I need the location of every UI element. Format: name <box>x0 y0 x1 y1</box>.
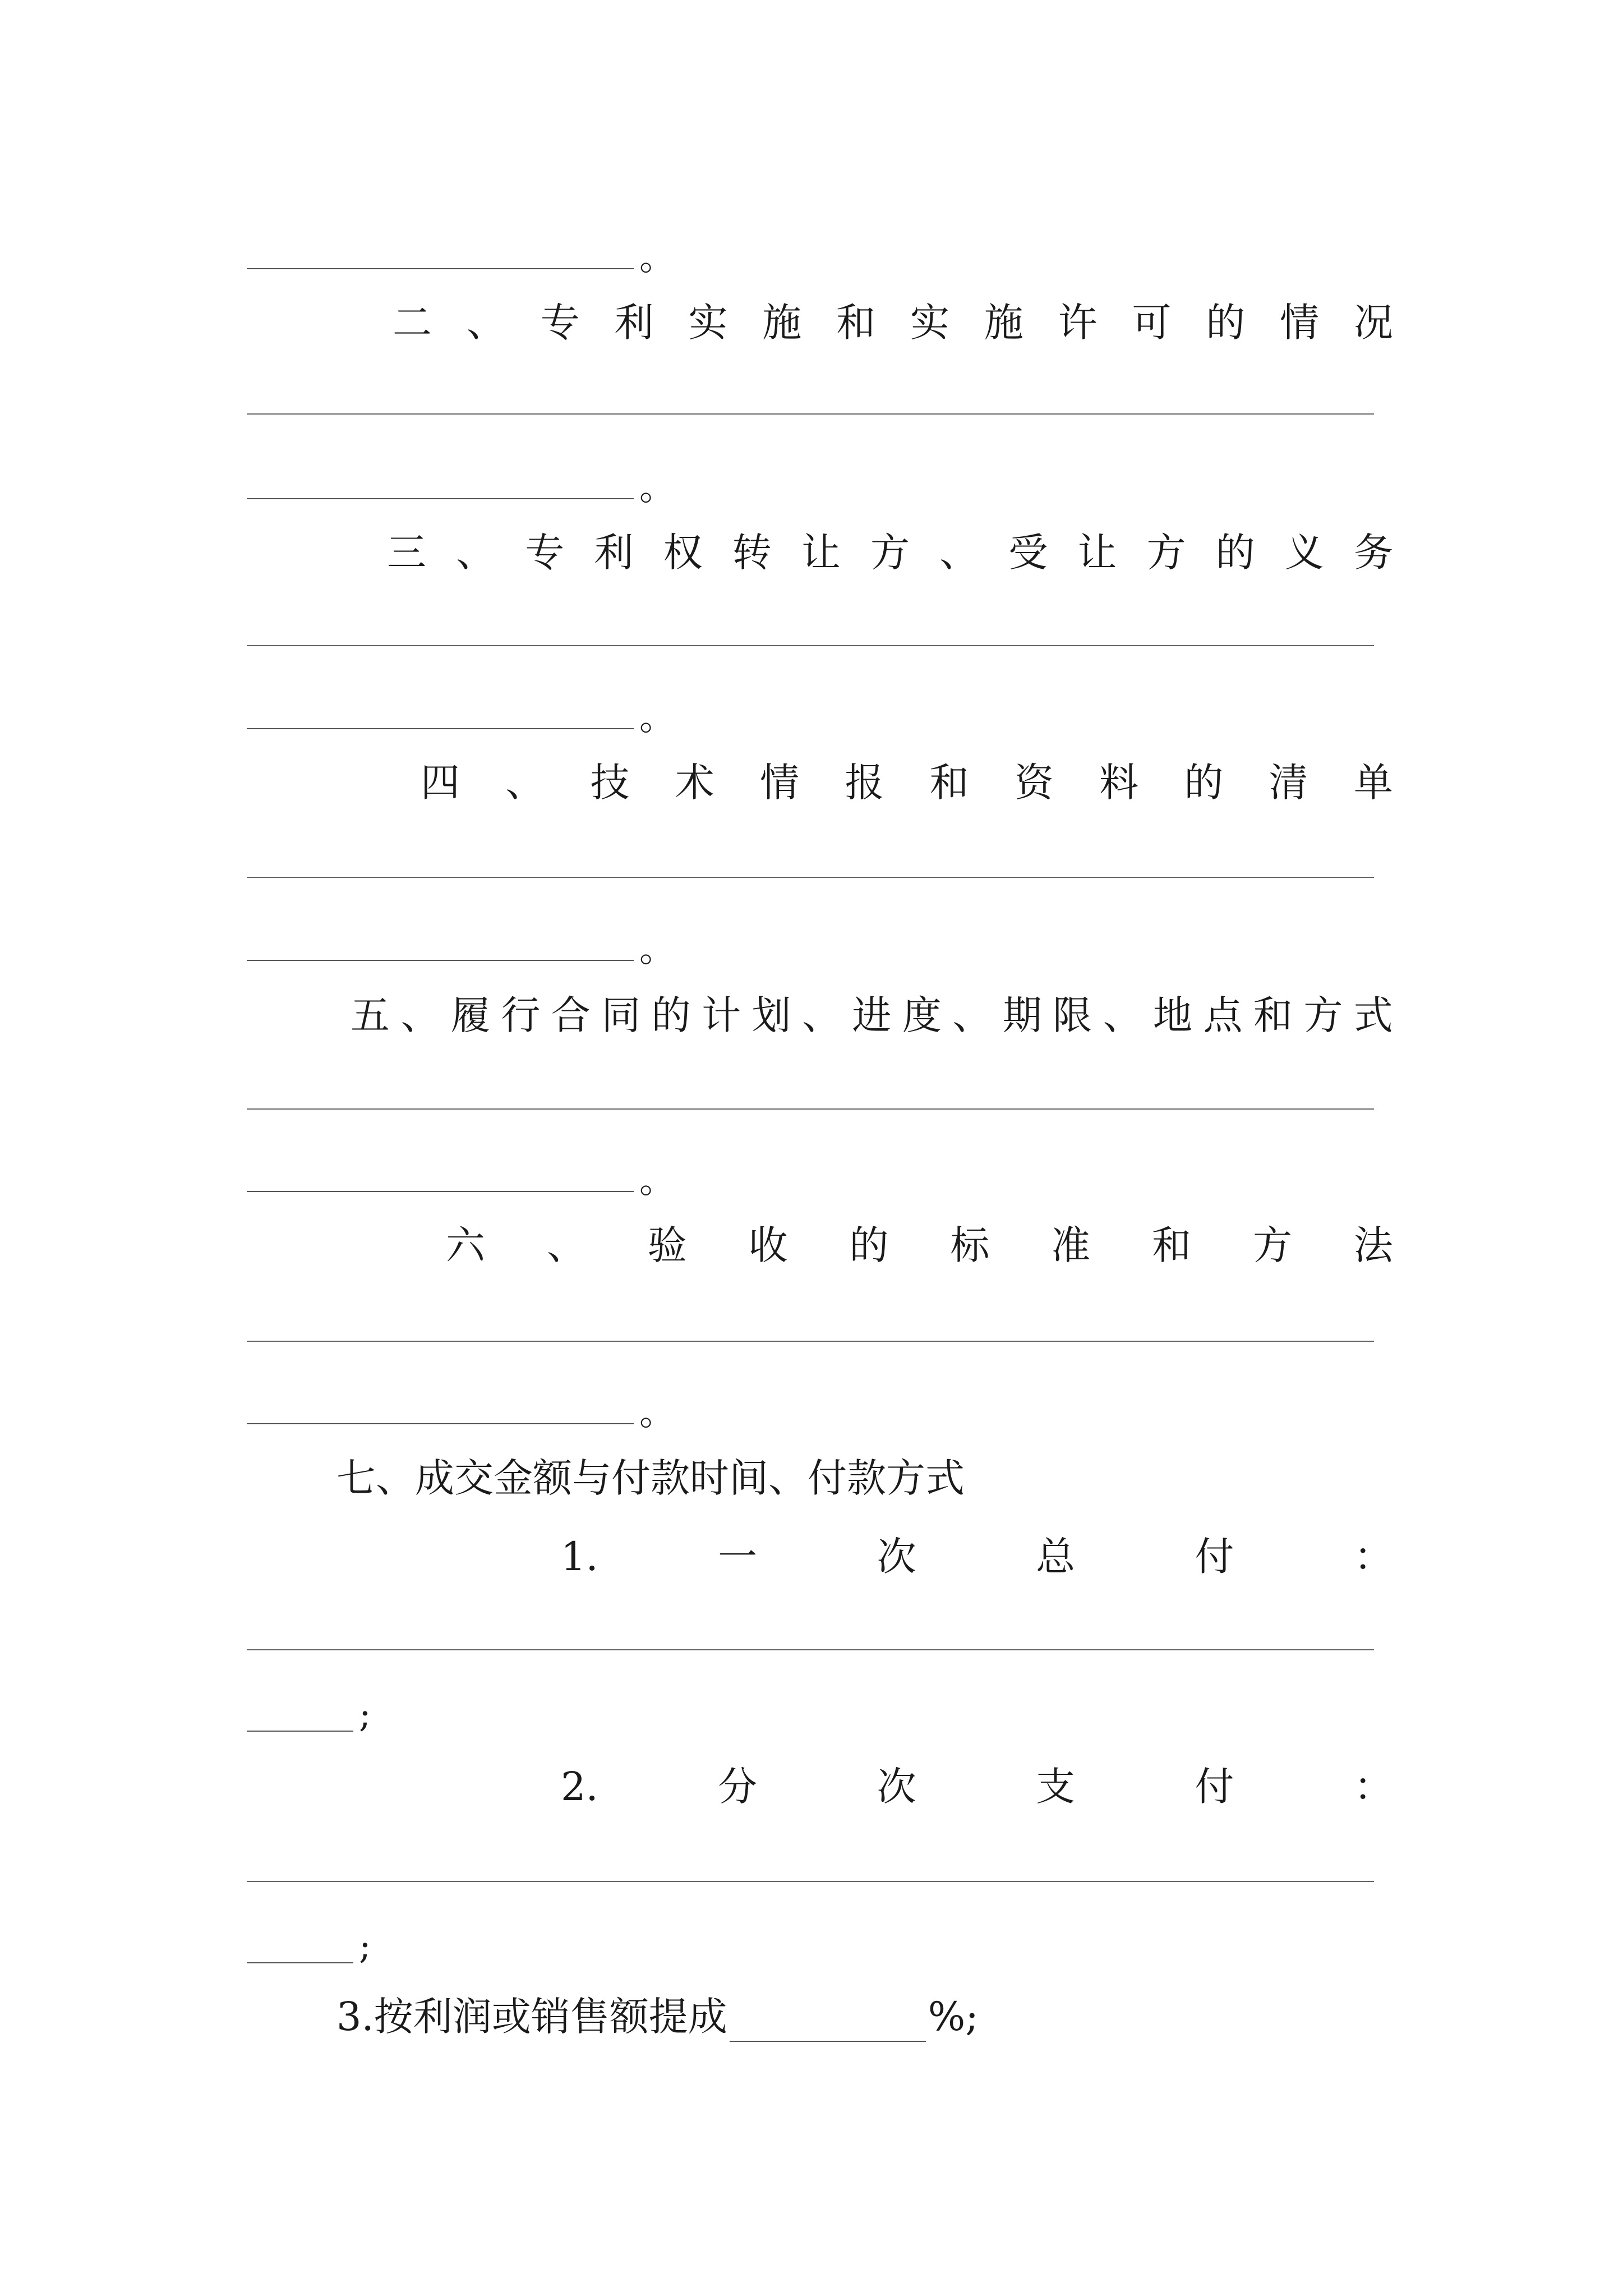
percent-suffix: %; <box>928 1994 979 2040</box>
heading-char: 实 <box>688 300 728 346</box>
heading-char: 限 <box>1053 992 1092 1038</box>
fill-blank[interactable] <box>247 1423 634 1424</box>
heading-char: 、 <box>939 530 979 576</box>
section-heading-3 <box>387 527 1393 578</box>
heading-char: 、 <box>456 530 496 576</box>
heading-char: 的 <box>651 992 691 1038</box>
fill-line[interactable] <box>247 1881 1374 1882</box>
heading-char: 可 <box>1132 300 1172 346</box>
fill-line[interactable] <box>247 1649 1374 1650</box>
heading-char: 、 <box>546 1222 586 1268</box>
heading-char: 和 <box>836 300 876 346</box>
fill-blank[interactable] <box>247 960 634 961</box>
heading-char: 分 <box>718 1764 758 1810</box>
heading-char: 情 <box>1280 300 1320 346</box>
full-stop: 。 <box>639 237 675 279</box>
section-heading-4 <box>421 757 1393 808</box>
heading-char: 的 <box>1215 530 1255 576</box>
heading-char: 、 <box>505 760 545 806</box>
heading-char: 1. <box>561 1534 598 1580</box>
heading-char: 四 <box>421 760 460 806</box>
heading-char: 进 <box>852 992 892 1038</box>
payment-item-3-label: 3.按利润或销售额提成 <box>336 1994 727 2040</box>
heading-char: 法 <box>1353 1222 1393 1268</box>
heading-char: 让 <box>1077 530 1117 576</box>
heading-char: 实 <box>910 300 949 346</box>
heading-char: 、 <box>400 992 440 1038</box>
heading-char: 权 <box>663 530 703 576</box>
heading-char: 施 <box>984 300 1023 346</box>
heading-char: 度 <box>902 992 942 1038</box>
heading-char: 2. <box>561 1764 598 1810</box>
heading-char: 和 <box>929 760 969 806</box>
section-heading-7: 七、成交金额与付款时间、付款方式 <box>336 1455 965 1501</box>
heading-char: 式 <box>1353 992 1393 1038</box>
heading-char: 方 <box>1146 530 1186 576</box>
semicolon: ; <box>359 1926 371 1967</box>
fill-blank[interactable] <box>247 728 634 729</box>
heading-char: 次 <box>877 1764 916 1810</box>
heading-char: ： <box>1353 1534 1393 1580</box>
heading-char: 三 <box>387 530 426 576</box>
heading-char: 验 <box>647 1222 687 1268</box>
full-stop: 。 <box>639 697 675 739</box>
fill-line[interactable] <box>247 1108 1374 1110</box>
heading-char: 的 <box>1184 760 1224 806</box>
heading-char: 付 <box>1195 1764 1234 1810</box>
semicolon: ; <box>359 1694 371 1736</box>
heading-char: 支 <box>1036 1764 1076 1810</box>
heading-char: 料 <box>1099 760 1139 806</box>
heading-char: 清 <box>1269 760 1308 806</box>
heading-char: 和 <box>1152 1222 1192 1268</box>
heading-char: ： <box>1353 1764 1393 1810</box>
heading-char: 技 <box>590 760 630 806</box>
heading-char: 付 <box>1195 1534 1234 1580</box>
heading-char: 单 <box>1353 760 1393 806</box>
heading-char: 、 <box>801 992 841 1038</box>
full-stop: 。 <box>639 467 675 509</box>
heading-char: 让 <box>801 530 841 576</box>
section-heading-2 <box>393 297 1393 348</box>
heading-char: 专 <box>540 300 580 346</box>
heading-char: 期 <box>1002 992 1042 1038</box>
heading-char: 利 <box>614 300 654 346</box>
fill-blank[interactable] <box>247 268 634 269</box>
heading-char: 收 <box>748 1222 788 1268</box>
heading-char: 专 <box>525 530 565 576</box>
heading-char: 准 <box>1051 1222 1091 1268</box>
heading-char: 次 <box>877 1534 916 1580</box>
heading-char: 行 <box>501 992 541 1038</box>
heading-char: 同 <box>601 992 641 1038</box>
heading-char: 合 <box>551 992 591 1038</box>
fill-line[interactable] <box>247 877 1374 878</box>
payment-item-1 <box>561 1531 1393 1582</box>
heading-char: 标 <box>950 1222 990 1268</box>
heading-char: 报 <box>845 760 884 806</box>
heading-char: 一 <box>718 1534 758 1580</box>
heading-char: 、 <box>1103 992 1142 1038</box>
heading-char: 况 <box>1353 300 1393 346</box>
heading-char: 的 <box>1206 300 1246 346</box>
heading-char: 计 <box>702 992 741 1038</box>
heading-char: 义 <box>1284 530 1324 576</box>
heading-char: 地 <box>1153 992 1192 1038</box>
fill-line[interactable] <box>247 413 1374 415</box>
heading-char: 划 <box>751 992 791 1038</box>
heading-char: 履 <box>450 992 490 1038</box>
fill-blank[interactable] <box>247 498 634 499</box>
payment-item-3 <box>336 1991 979 2042</box>
heading-char: 资 <box>1014 760 1054 806</box>
heading-char: 二 <box>393 300 432 346</box>
full-stop: 。 <box>639 1160 675 1202</box>
heading-char: 总 <box>1036 1534 1076 1580</box>
heading-char: 施 <box>762 300 802 346</box>
heading-char: 的 <box>849 1222 889 1268</box>
heading-char: 、 <box>952 992 992 1038</box>
heading-char: 方 <box>870 530 910 576</box>
heading-char: 方 <box>1303 992 1343 1038</box>
heading-char: 点 <box>1203 992 1243 1038</box>
section-heading-5 <box>351 990 1393 1041</box>
percentage-blank[interactable] <box>730 2007 926 2042</box>
fill-line[interactable] <box>247 645 1374 646</box>
payment-item-2 <box>561 1761 1393 1812</box>
heading-char: 利 <box>594 530 634 576</box>
heading-char: 、 <box>466 300 506 346</box>
heading-char: 转 <box>732 530 772 576</box>
heading-char: 方 <box>1253 1222 1292 1268</box>
heading-char: 情 <box>760 760 800 806</box>
heading-char: 许 <box>1058 300 1098 346</box>
fill-blank[interactable] <box>247 1962 353 1963</box>
heading-char: 和 <box>1253 992 1293 1038</box>
heading-char: 受 <box>1008 530 1048 576</box>
fill-blank[interactable] <box>247 1731 353 1732</box>
section-heading-6 <box>446 1220 1393 1271</box>
heading-char: 六 <box>446 1222 485 1268</box>
heading-char: 术 <box>675 760 714 806</box>
heading-char: 五 <box>351 992 390 1038</box>
full-stop: 。 <box>639 1392 675 1434</box>
fill-line[interactable] <box>247 1341 1374 1342</box>
heading-char: 务 <box>1353 530 1393 576</box>
full-stop: 。 <box>639 929 675 970</box>
fill-blank[interactable] <box>247 1191 634 1192</box>
